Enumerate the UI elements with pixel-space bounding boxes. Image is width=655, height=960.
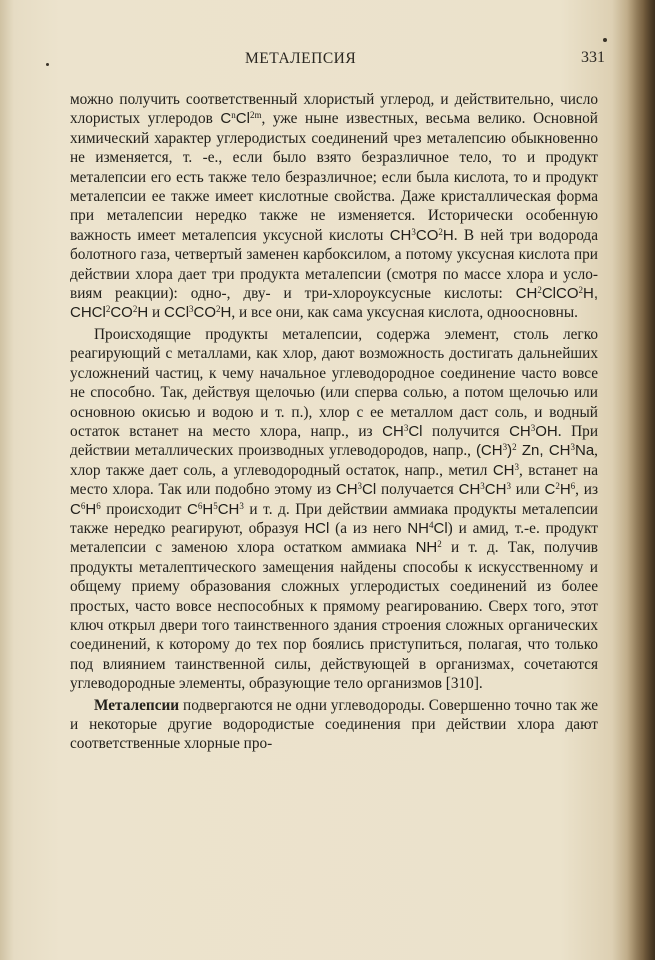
formula-superscript: 6 [96, 500, 101, 511]
text-run: (а из него [329, 519, 408, 537]
text-run: и т. д. При действии аммиака продукты металепсии также нередко реагируют, образуя [70, 500, 598, 537]
chemical-formula: Cl [362, 481, 377, 499]
formula-superscript: 4 [428, 519, 434, 530]
chemical-formula: NH [415, 539, 438, 557]
chemical-formula: C [70, 500, 81, 518]
formula-superscript: 3 [530, 422, 536, 433]
formula-superscript: 6 [570, 481, 576, 492]
book-spine-shadow [627, 0, 655, 960]
page-header [70, 40, 605, 70]
print-speck [46, 63, 49, 66]
chemical-formula: C [544, 481, 556, 499]
chemical-formula: H [137, 304, 149, 322]
text-run: можно получить соответственный хлористый углерод, и действительно, число хлористых углеродов [70, 91, 598, 128]
text-run: или [510, 481, 545, 499]
paragraph [70, 90, 598, 323]
bold-term: Металепсии [94, 696, 180, 714]
chemical-formula: CH [509, 422, 531, 440]
chemical-formula: CH [389, 226, 412, 244]
chemical-formula: NH [407, 519, 429, 537]
chemical-formula: C [220, 110, 232, 128]
chemical-formula: CCl [164, 304, 190, 322]
formula-superscript: 6 [80, 500, 86, 511]
paragraph [70, 325, 598, 694]
chemical-formula: CH [492, 461, 515, 479]
formula-superscript: 2 [437, 539, 442, 550]
chemical-formula: C [187, 500, 198, 518]
formula-superscript: 2 [105, 304, 111, 315]
formula-superscript: 3 [480, 481, 485, 492]
text-run: , уже ныне известных, весьма велико. Основной химический характер углеродистых соединений чрез металепсию обыкновенно не изменяется, т. -е., если было взято безразличное тело, то и продукт металепсии его есть также тело безразличное; если была кислота, то и продукт металепсии ее также имеет кислотные свойства. Даже кристаллическая форма при металепсии нередко также не изменяется. Исторически особенную важность имеет металепсия уксусной кислоты [70, 110, 598, 244]
chemical-formula: CH [217, 500, 240, 518]
formula-superscript: n [231, 110, 236, 121]
formula-superscript: 2m [249, 110, 262, 121]
formula-superscript: 3 [189, 304, 194, 315]
chemical-formula: OH [535, 422, 558, 440]
body-text [70, 90, 598, 754]
formula-superscript: 3 [570, 442, 575, 453]
chemical-formula: Cl [433, 519, 448, 537]
formula-superscript: 3 [411, 226, 416, 237]
chemical-formula: Cl [235, 110, 250, 128]
text-run: подвергаются не одни углеводороды. Совершенно точно так же и некоторые другие водородистые соединения при действии хлора дают соответственные хлорные про- [70, 696, 598, 753]
page-number: 331 [581, 49, 605, 66]
text-run: и [148, 304, 165, 322]
text-run: . При действии металлических производных углеводородов, напр., [70, 422, 599, 460]
text-run: и т. д. Так, получив продукты металептического замещения найдены способы к искусственному и общему приему образования сложных углеродистых соединений из более простых, часто вовсе неспособных к прямому реагированию. Сверх того, этот ключ открыл двери того таинственного здания строения сложных органических соединений, к которому до тех пор боялись приступиться, полагая, что только под влиянием таинственной силы, действующей в организмах, сочетаются углеводородные элементы, образующие тело организмов [310]. [70, 539, 598, 693]
formula-superscript: 2 [578, 285, 583, 296]
chemical-formula: HCl [304, 519, 330, 537]
formula-superscript: 3 [506, 481, 511, 492]
chemical-formula: H [442, 226, 454, 244]
running-head: МЕТАЛЕПСИЯ [245, 50, 357, 67]
chemical-formula: H, CHCl [70, 285, 598, 322]
formula-superscript: 2 [512, 442, 517, 453]
text-run: ) и амид, т.-е. продукт металепсии с заменою хлора остатком аммиака [70, 519, 598, 557]
formula-superscript: 3 [502, 442, 508, 453]
formula-superscript: 5 [213, 500, 218, 511]
text-run: получится [422, 422, 510, 440]
chemical-formula: H [85, 500, 97, 518]
text-run: , и все они, как сама уксусная кислота, одноосновны. [231, 304, 578, 322]
chemical-formula: H [559, 481, 571, 499]
chemical-formula: ) [507, 442, 513, 460]
text-run: , встанет на место хлора. Так или подобно этому из [70, 461, 598, 499]
text-run: . В ней три водорода болотного газа, четвертый заменен карбоксилом, а потому уксусная кислота при действии хлора дает три продукта металепсии (смотря по массе хлора и условиям реакции): одно-, дву- и три-хлороуксусные кислоты: [70, 226, 598, 303]
chemical-formula: Zn, CH [516, 442, 571, 460]
chemical-formula: CH [382, 422, 404, 440]
formula-superscript: 3 [239, 500, 244, 511]
chemical-formula: CH [484, 481, 507, 499]
formula-superscript: 6 [197, 500, 203, 511]
chemical-formula: CO [110, 304, 133, 322]
text-run: , хлор также дает соль, а углеводородный остаток, напр., метил [70, 442, 598, 479]
text-run: происходит [100, 500, 187, 518]
paragraph [70, 696, 598, 754]
chemical-formula: CH [458, 481, 481, 499]
text-run: , из [575, 481, 598, 499]
formula-superscript: 2 [555, 481, 560, 492]
formula-superscript: 3 [514, 461, 520, 472]
formula-superscript: 2 [438, 226, 443, 237]
formula-superscript: 2 [132, 304, 138, 315]
text-run: получается [376, 481, 459, 499]
formula-superscript: 2 [216, 304, 221, 315]
chemical-formula: H [220, 304, 232, 322]
chemical-formula: CH [515, 285, 538, 303]
chemical-formula: ClCO [541, 285, 579, 303]
chemical-formula: (CH [475, 442, 503, 460]
formula-superscript: 3 [357, 481, 363, 492]
formula-superscript: 2 [537, 285, 542, 296]
formula-superscript: 3 [403, 422, 409, 433]
text-run: Происходящие продукты металепсии, содержа элемент, столь легко реагирующий с металлами, как хлор, дают возможность достигать дальнейших усложнений частиц, к чему начальное углеводородное соединение часто вовсе не способно. Так, действуя щелочью (или сперва солью, а потом щелочью или основною окисью и водою и т. п.), хлор с ее металлом даст соль, и водный остаток встанет на место хлора, напр., из [70, 325, 598, 440]
chemical-formula: CH [335, 481, 358, 499]
chemical-formula: H [202, 500, 214, 518]
chemical-formula: Na [574, 442, 595, 460]
chemical-formula: CO [415, 226, 439, 244]
chemical-formula: CO [193, 304, 217, 322]
chemical-formula: Cl [408, 422, 423, 440]
